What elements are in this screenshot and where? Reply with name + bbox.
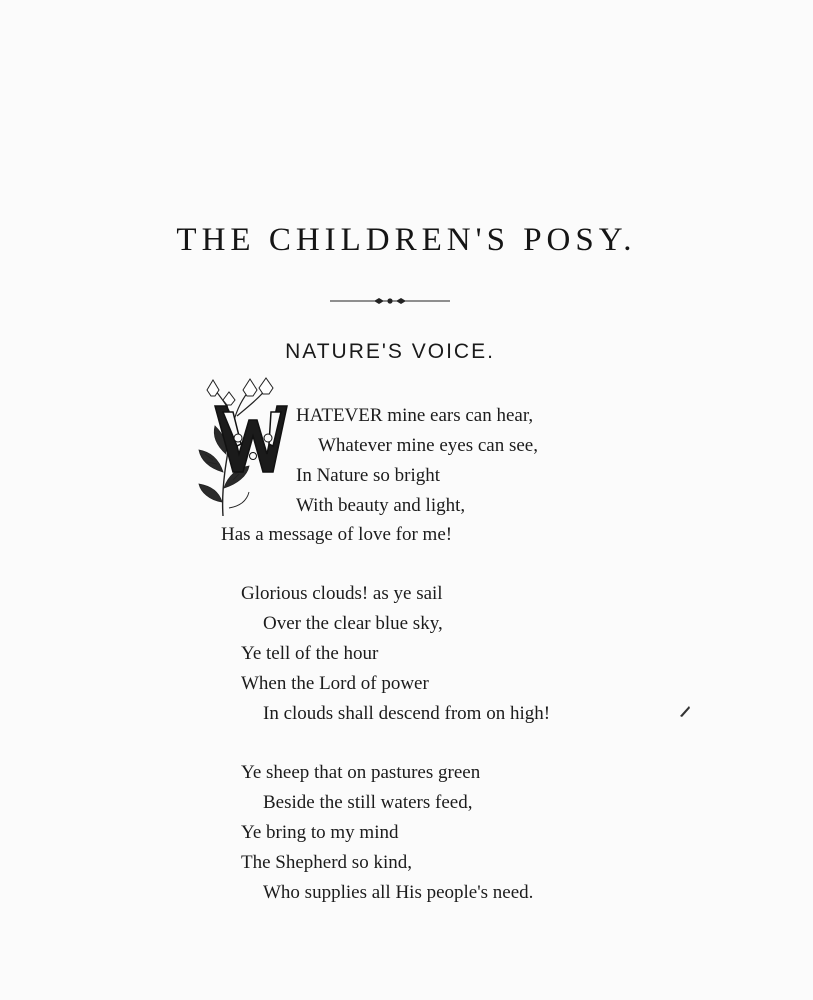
poem-line: Glorious clouds! as ye sail (241, 583, 443, 604)
poem-line: Ye sheep that on pastures green (241, 762, 481, 783)
poem-line: Over the clear blue sky, (263, 613, 443, 634)
page-title: THE CHILDREN'S POSY. (176, 222, 637, 258)
poem-line: Ye tell of the hour (241, 643, 379, 664)
poem-line: Whatever mine eyes can see, (318, 435, 538, 456)
poem-line: Who supplies all His people's need. (263, 882, 534, 903)
ornament-divider (330, 294, 450, 308)
poem-line: When the Lord of power (241, 673, 429, 694)
poem-line: The Shepherd so kind, (241, 852, 412, 873)
floral-drop-cap-w (193, 376, 293, 522)
poem-title: NATURE'S VOICE. (285, 340, 495, 363)
poem-line: Has a message of love for me! (221, 524, 453, 545)
ink-mark (678, 704, 692, 718)
poem-line: HATEVER mine ears can hear, (296, 405, 534, 426)
poem-line: With beauty and light, (296, 495, 466, 516)
poem-line: Ye bring to my mind (241, 822, 399, 843)
poem-line: In Nature so bright (296, 465, 441, 486)
poem-line: Beside the still waters feed, (263, 792, 473, 813)
poem-line: In clouds shall descend from on high! (263, 703, 551, 724)
